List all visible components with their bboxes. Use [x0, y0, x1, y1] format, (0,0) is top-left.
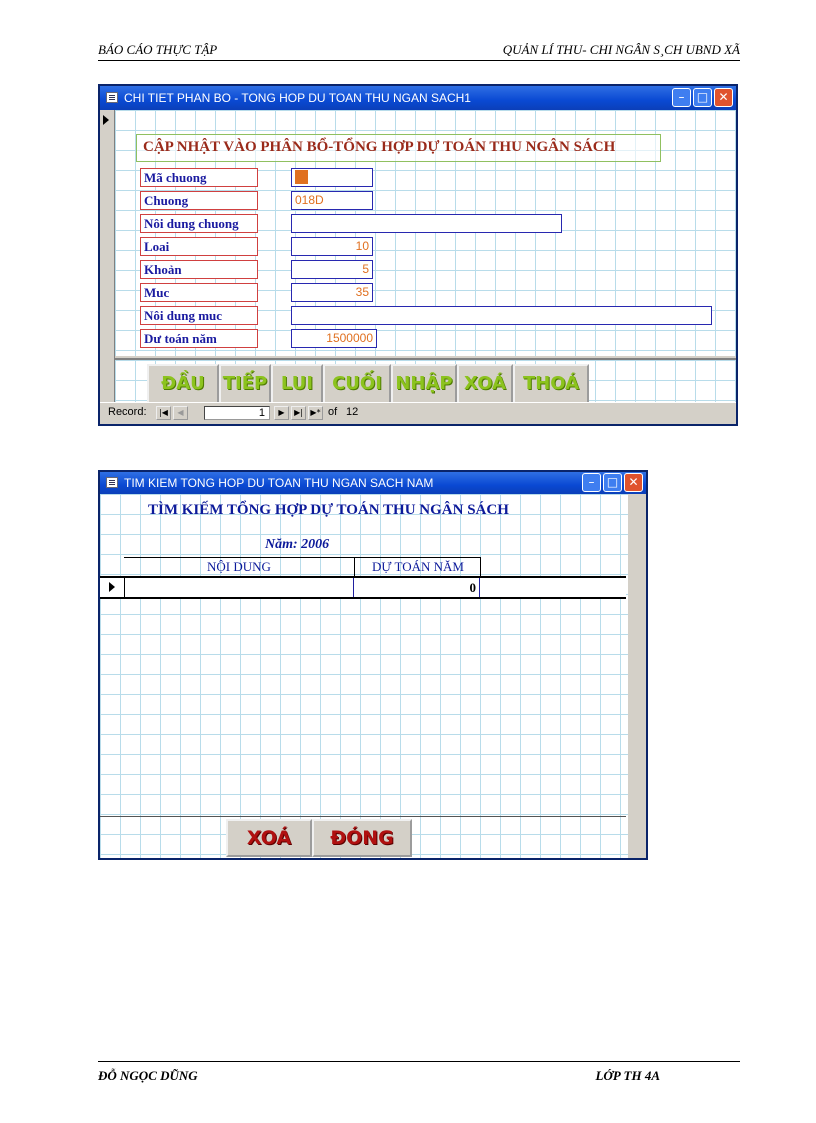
page-footer — [98, 1061, 740, 1083]
header-left: BÁO CÁO THỰC TẬP — [98, 42, 218, 57]
window1-title: CHI TIET PHAN BO - TONG HOP DU TOAN THU NGAN SACH1 — [124, 91, 471, 105]
field-noi-dung-chuong[interactable] — [291, 214, 562, 233]
minimize-button[interactable]: – — [672, 88, 691, 107]
table-row[interactable] — [100, 578, 626, 597]
previous-button[interactable]: LUI — [271, 364, 323, 404]
delete-button[interactable]: XOÁ — [457, 364, 513, 404]
next-record-icon[interactable]: ▶ — [274, 406, 289, 420]
label-chuong: Chuong — [140, 191, 258, 210]
last-button[interactable]: CUỐI — [323, 364, 391, 404]
footer-left: ĐỖ NGỌC DŨNG — [98, 1068, 198, 1083]
maximize-button[interactable]: □ — [603, 473, 622, 492]
year-label: Năm: 2006 — [265, 537, 330, 552]
right-scroll-area — [628, 494, 646, 858]
close-button[interactable]: ✕ — [624, 473, 643, 492]
window2-title: TIM KIEM TONG HOP DU TOAN THU NGAN SACH NAM — [124, 476, 434, 490]
record-label: Record: — [108, 406, 147, 418]
window2-titlebar[interactable] — [100, 472, 646, 494]
footer-separator — [100, 816, 626, 817]
last-record-icon[interactable]: ▶| — [291, 406, 306, 420]
header-right-border — [480, 557, 481, 577]
row-bottom-line — [100, 597, 626, 599]
field-noi-dung-muc[interactable] — [291, 306, 712, 325]
page-header — [98, 40, 740, 61]
current-record-arrow-icon — [103, 115, 109, 125]
label-noi-dung-muc: Nôi dung muc — [140, 306, 258, 325]
header-right: QUẢN LÍ THU- CHI NGÂN S¸CH UBND XÃ — [502, 42, 740, 57]
record-navigation-bar — [100, 402, 736, 423]
cell-du-toan-nam[interactable]: 0 — [354, 578, 480, 597]
record-number-input[interactable]: 1 — [204, 406, 270, 420]
exit-button[interactable]: THOÁ — [513, 364, 589, 404]
field-chuong[interactable]: 018D — [291, 191, 373, 210]
field-ma-chuong[interactable]: 01 — [291, 168, 373, 187]
close-button[interactable]: ✕ — [714, 88, 733, 107]
label-loai: Loai — [140, 237, 258, 256]
first-button[interactable]: ĐẦU — [147, 364, 219, 404]
field-du-toan-nam[interactable]: 1500000 — [291, 329, 377, 348]
search-window — [98, 470, 648, 860]
label-muc: Muc — [140, 283, 258, 302]
current-row-arrow-icon — [109, 582, 115, 592]
maximize-button[interactable]: □ — [693, 88, 712, 107]
form-icon — [106, 92, 118, 103]
save-button[interactable]: NHẬP — [391, 364, 457, 404]
record-total: 12 — [346, 406, 359, 418]
first-record-icon[interactable]: |◀ — [156, 406, 171, 420]
field-khoan[interactable]: 5 — [291, 260, 373, 279]
label-khoan: Khoản — [140, 260, 258, 279]
close-form-button[interactable]: ĐÓNG — [312, 819, 412, 857]
label-noi-dung-chuong: Nôi dung chuong — [140, 214, 258, 233]
next-button[interactable]: TIẾP — [219, 364, 271, 404]
column-header-noi-dung: NỘI DUNG — [124, 558, 354, 577]
window1-titlebar[interactable] — [100, 86, 736, 110]
field-loai[interactable]: 10 — [291, 237, 373, 256]
form-title: CẬP NHẬT VÀO PHÂN BỔ-TỔNG HỢP DỰ TOÁN THU NGÂN SÁCH — [136, 134, 661, 162]
footer-right: LỚP TH 4A — [595, 1068, 660, 1083]
new-record-icon[interactable]: ▶* — [308, 406, 323, 420]
record-selector[interactable] — [100, 110, 115, 404]
form-icon — [106, 477, 118, 488]
field-muc[interactable]: 35 — [291, 283, 373, 302]
update-form-window — [98, 84, 738, 426]
form-footer-area — [115, 358, 736, 406]
search-heading: TÌM KIẾM TỔNG HỢP DỰ TOÁN THU NGÂN SÁCH — [148, 502, 509, 518]
clear-button[interactable]: XOÁ — [226, 819, 312, 857]
previous-record-icon[interactable]: ◀ — [173, 406, 188, 420]
form-detail-area — [115, 110, 736, 356]
column-header-du-toan-nam: DỰ TOÁN NĂM — [354, 558, 481, 577]
cell-noi-dung[interactable] — [124, 578, 354, 597]
minimize-button[interactable]: – — [582, 473, 601, 492]
label-du-toan-nam: Dư toán năm — [140, 329, 258, 348]
of-label: of — [328, 406, 338, 418]
label-ma-chuong: Mã chuong — [140, 168, 258, 187]
search-form-area — [100, 494, 628, 858]
